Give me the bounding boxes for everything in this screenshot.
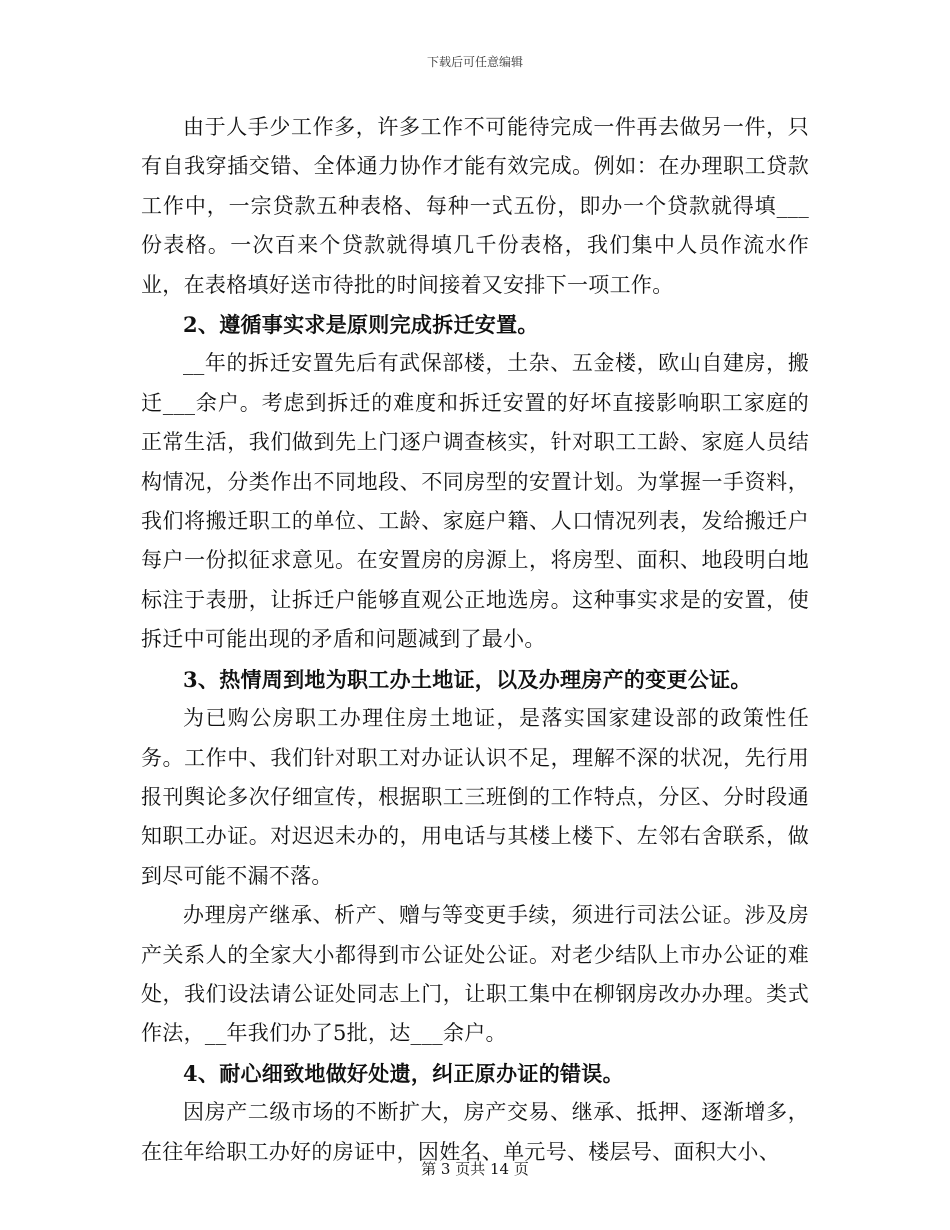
body-paragraph: 由于人手少工作多，许多工作不可能待完成一件再去做另一件，只有自我穿插交错、全体通力协作才能有效完成。例如：在办理职工贷款工作中，一宗贷款五种表格、每种一式五份，即办一个贷款就得填___份表格。一次百来个贷款就得填几千份表格，我们集中人员作流水作业，在表格填好送市待批的时间接着又安排下一项工作。 xyxy=(141,115,809,297)
document-body xyxy=(141,108,809,1172)
page-header: 下载后可任意编辑 xyxy=(426,55,523,69)
body-paragraph: 因房产二级市场的不断扩大，房产交易、继承、抵押、逐渐增多，在往年给职工办好的房证中，因姓名、单元号、楼层号、面积大小、 xyxy=(141,1100,809,1164)
body-paragraph: 办理房产继承、析产、赠与等变更手续，须进行司法公证。涉及房产关系人的全家大小都得到市公证处公证。对老少结队上市办公证的难处，我们设法请公证处同志上门，让职工集中在柳钢房改办办理。类式作法，__年我们办了5批，达___余户。 xyxy=(141,903,809,1046)
body-paragraph: __年的拆迁安置先后有武保部楼，土杂、五金楼，欧山自建房，搬迁___余户。考虑到拆迁的难度和拆迁安置的好坏直接影响职工家庭的正常生活，我们做到先上门逐户调查核实，针对职工工龄、家庭人员结构情况，分类作出不同地段、不同房型的安置计划。为掌握一手资料，我们将搬迁职工的单位、工龄、家庭户籍、人口情况列表，发给搬迁户每户一份拟征求意见。在安置房的房源上，将房型、面积、地段明白地标注于表册，让拆迁户能够直观公正地选房。这种事实求是的安置，使拆迁中可能出现的矛盾和问题减到了最小。 xyxy=(141,351,809,652)
page-footer: 第 3 页共 14 页 xyxy=(421,1160,529,1178)
body-paragraph: 为已购公房职工办理住房土地证，是落实国家建设部的政策性任务。工作中、我们针对职工对办证认识不足，理解不深的状况，先行用报刊舆论多次仔细宣传，根据职工三班倒的工作特点，分区、分时段通知职工办证。对迟迟未办的，用电话与其楼上楼下、左邻右舍联系，做到尽可能不漏不落。 xyxy=(141,706,809,888)
section-heading: 3、热情周到地为职工办土地证，以及办理房产的变更公证。 xyxy=(183,666,752,692)
section-heading: 4、耐心细致地做好处遗，纠正原办证的错误。 xyxy=(183,1060,624,1086)
section-heading: 2、遵循事实求是原则完成拆迁安置。 xyxy=(183,312,539,338)
